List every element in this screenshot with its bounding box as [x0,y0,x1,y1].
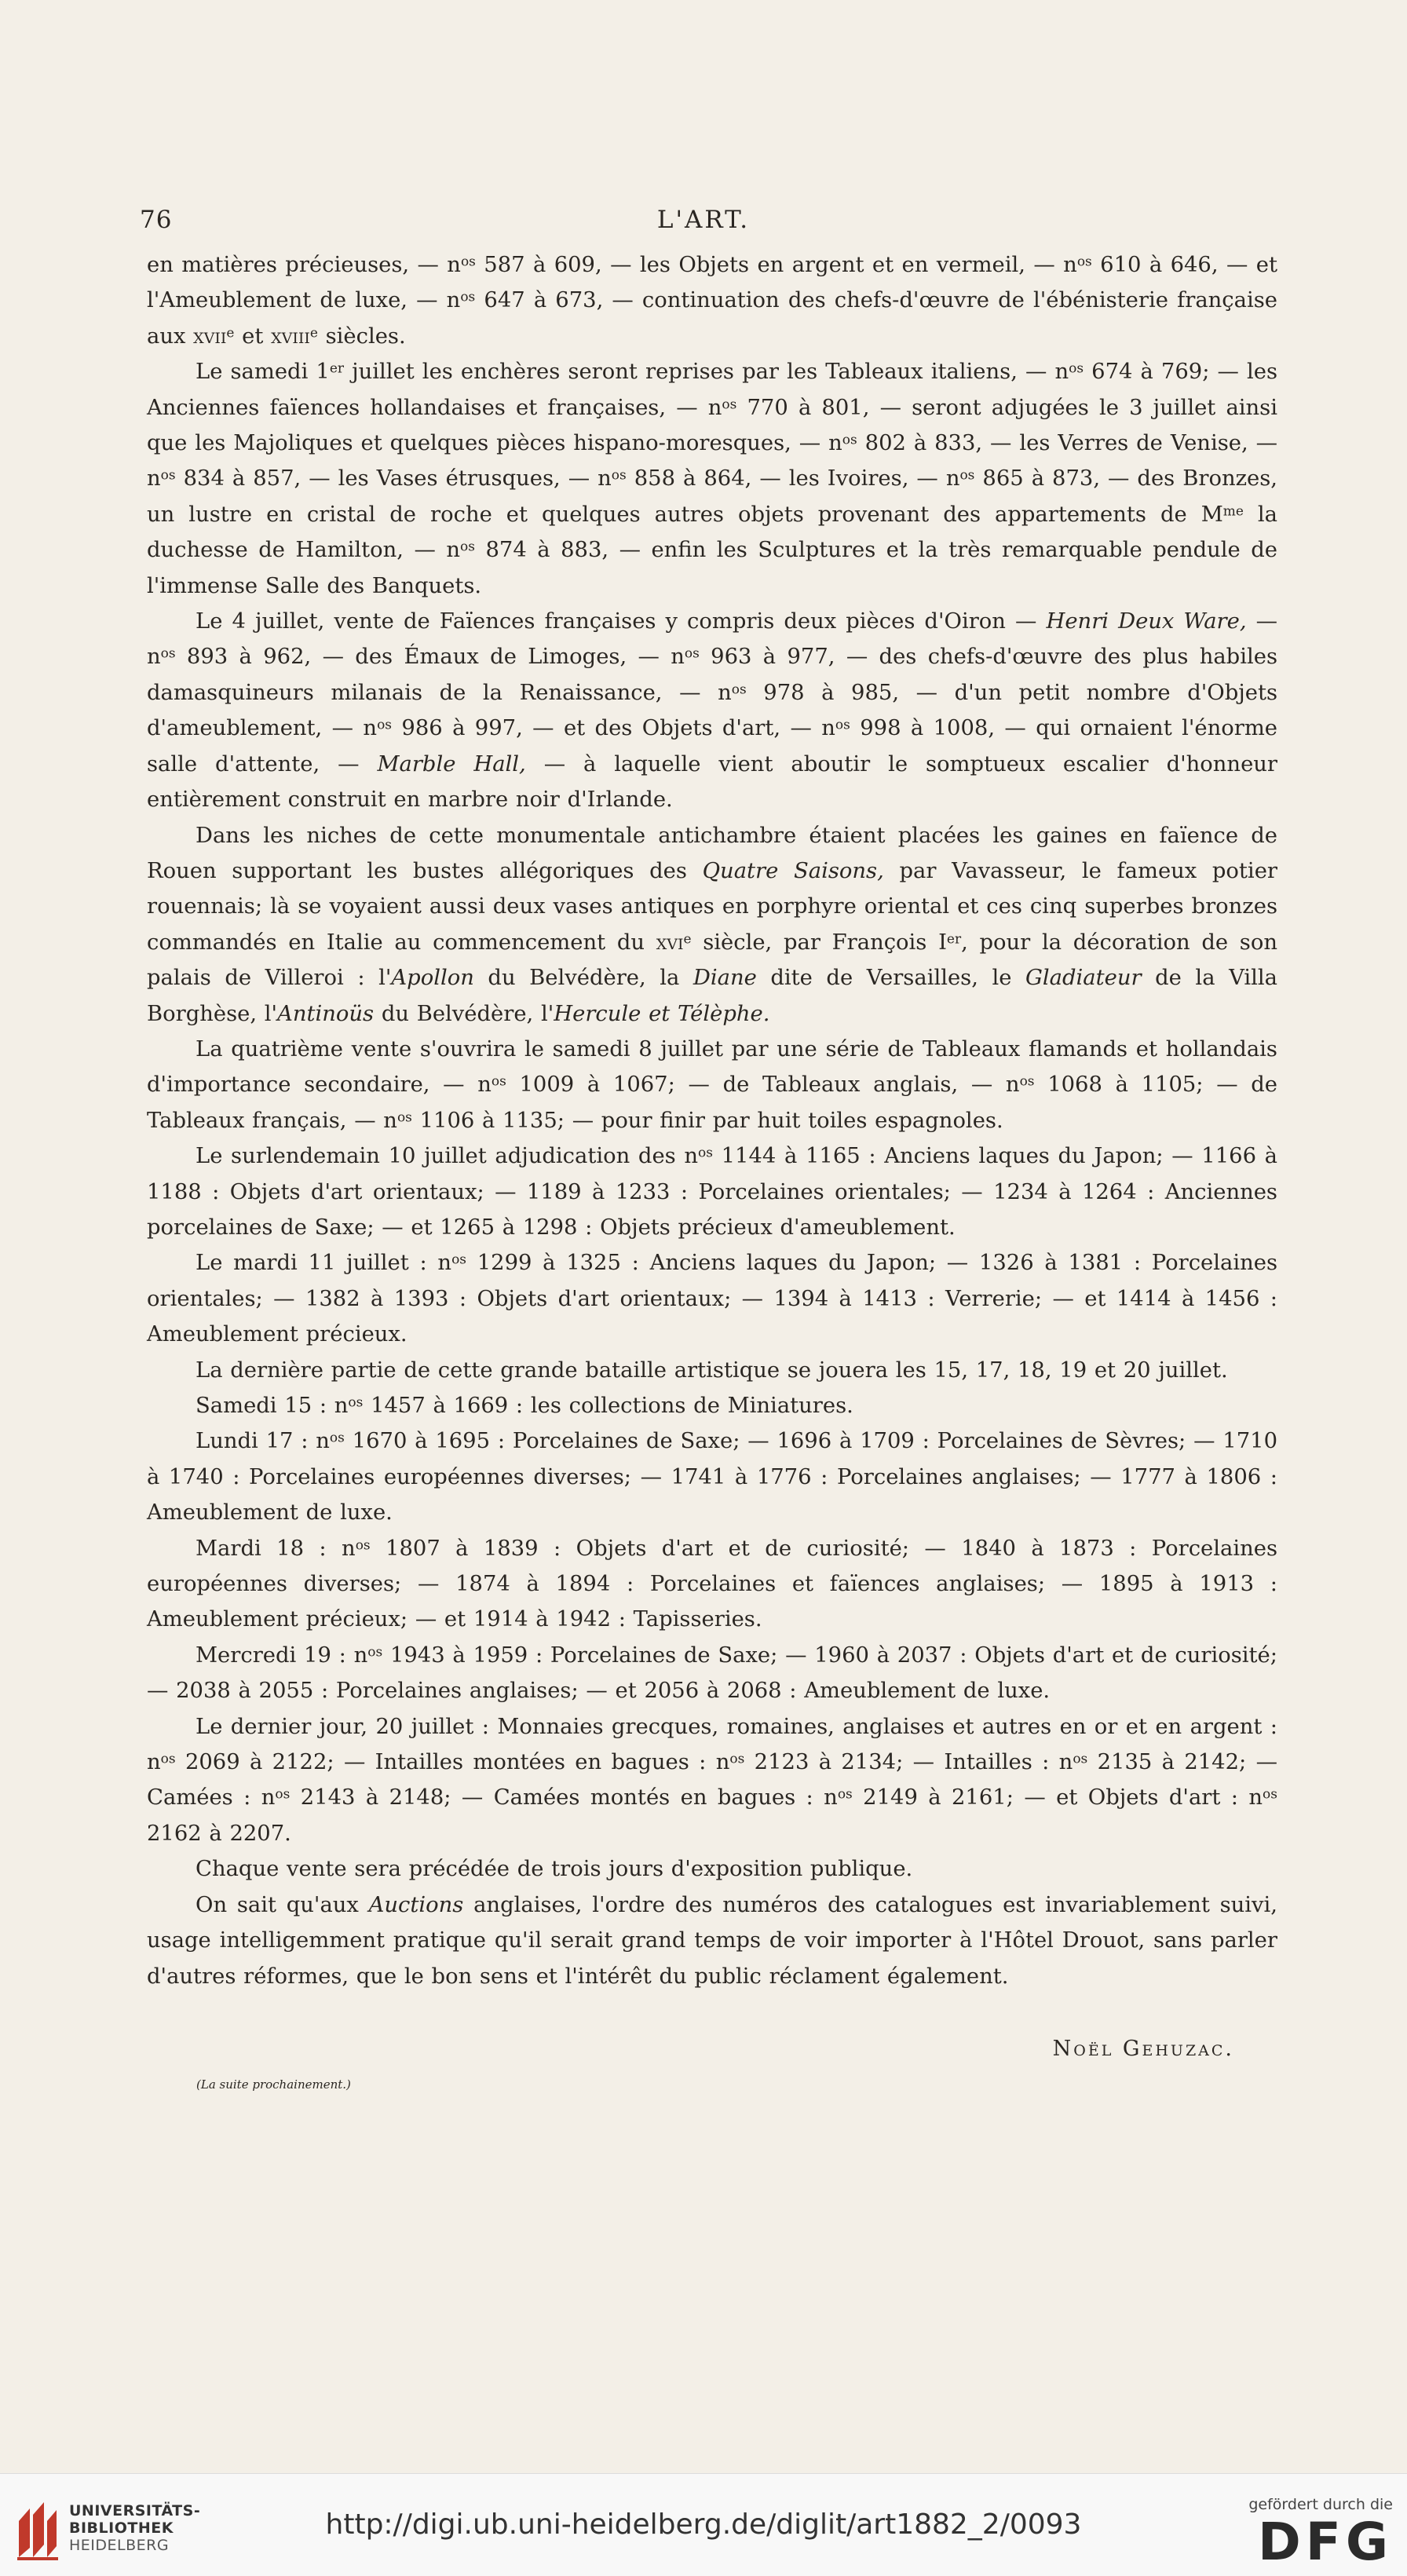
paragraph: Dans les niches de cette monumentale antichambre étaient placées les gaines en faïence de Rouen supportant les bustes allégoriques des Quatre Saisons, par Vavasseur, le fameux potier rouennais; là se voyaient aussi deux vases antiques en porphyre oriental et ces cinq superbes bronzes commandés en Italie au commencement du xvi$^e$ siècle, par François Ier, pour la décoration de son palais de Villeroi : l'Apollon du Belvédère, la Diane dite de Versailles, le Gladiateur de la Villa Borghèse, l'Antinoüs du Belvédère, l'Hercule et Télèphe. [147,823,1277,1026]
paragraph: Lundi 17 : $n^{os}$ 1670 à 1695 : Porcelaines de Saxe; — 1696 à 1709 : Porcelaines de Sèvres; — 1710 à 1740 : Porcelaines européennes diverses; — 1741 à 1776 : Porcelaines anglaises; — 1777 à 1806 : Ameublement de luxe. [147,1429,1277,1526]
library-name-line-1: UNIVERSITÄTS- [69,2502,201,2519]
paragraph: On sait qu'aux Auctions anglaises, l'ordre des numéros des catalogues est invariablement suivi, usage intelligemment pratique qu'il serait grand temps de voir importer à l'Hôtel Drouot, sans parler d'autres réformes, que le bon sens et l'intérêt du public réclament également. [147,1892,1277,1989]
paragraph: Le 4 juillet, vente de Faïences françaises y compris deux pièces d'Oiron — Henri Deux Ware, — $n^{os}$ 893 à 962, — des Émaux de Limoges, — $n^{os}$ 963 à 977, — des chefs-d'œuvre des plus habiles damasquineurs milanais de la Renaissance, — $n^{os}$ 978 à 985, — d'un petit nombre d'Objets d'ameublement, — $n^{os}$ 986 à 997, — et des Objets d'art, — $n^{os}$ 998 à 1008, — qui ornaient l'énorme salle d'attente, — Marble Hall, — à laquelle vient aboutir le somptueux escalier d'honneur entièrement construit en marbre noir d'Irlande. [147,609,1278,813]
viewer-footer [0,2473,1407,2576]
page-number: 76 [140,206,173,234]
permalink-url[interactable]: http://digi.ub.uni-heidelberg.de/diglit/art1882_2/0093 [325,2508,1082,2541]
paragraph: en matières précieuses, — $n^{os}$ 587 à 609, — les Objets en argent et en vermeil, — $n^{os}$ 610 à 646, — et l'Ameublement de luxe, — $n^{os}$ 647 à 673, — continuation des chefs-d'œuvre de l'ébénisterie française aux xvii$^e$ et xviii$^e$ siècles. [147,253,1277,349]
dfg-logo: DFG [1257,2512,1393,2572]
paragraph: Le mardi 11 juillet : $n^{os}$ 1299 à 1325 : Anciens laques du Japon; — 1326 à 1381 : Porcelaines orientales; — 1382 à 1393 : Objets d'art orientaux; — 1394 à 1413 : Verrerie; — et 1414 à 1456 : Ameublement précieux. [147,1251,1277,1347]
author-signature: Noël Gehuzac. [1052,2037,1234,2061]
continuation-note: (La suite prochainement.) [196,2077,351,2092]
paragraph: Mercredi 19 : $n^{os}$ 1943 à 1959 : Porcelaines de Saxe; — 1960 à 2037 : Objets d'art et de curiosité; — 2038 à 2055 : Porcelaines anglaises; — et 2056 à 2068 : Ameublement de luxe. [147,1642,1277,1704]
paragraph: Samedi 15 : $n^{os}$ 1457 à 1669 : les collections de Miniatures. [196,1394,853,1418]
paragraph: Le surlendemain 10 juillet adjudication des $n^{os}$ 1144 à 1165 : Anciens laques du Japon; — 1166 à 1188 : Objets d'art orientaux; — 1189 à 1233 : Porcelaines orientales; — 1234 à 1264 : Anciennes porcelaines de Saxe; — et 1265 à 1298 : Objets précieux d'ameublement. [147,1144,1277,1240]
paragraph: Le dernier jour, 20 juillet : Monnaies grecques, romaines, anglaises et autres en or et en argent : $n^{os}$ 2069 à 2122; — Intailles montées en bagues : $n^{os}$ 2123 à 2134; — Intailles : $n^{os}$ 2135 à 2142; — Camées : $n^{os}$ 2143 à 2148; — Camées montés en bagues : $n^{os}$ 2149 à 2161; — et Objets d'art : $n^{os}$ 2162 à 2207. [147,1714,1277,1846]
funding-label: gefördert durch die [1248,2496,1393,2513]
funder-block [1204,2496,1393,2572]
paragraph: Le samedi 1er juillet les enchères seront reprises par les Tableaux italiens, — $n^{os}$ 674 à 769; — les Anciennes faïences hollandaises et françaises, — $n^{os}$ 770 à 801, — seront adjugées le 3 juillet ainsi que les Majoliques et quelques pièces hispano-moresques, — $n^{os}$ 802 à 833, — les Verres de Venise, — $n^{os}$ 834 à 857, — les Vases étrusques, — $n^{os}$ 858 à 864, — les Ivoires, — $n^{os}$ 865 à 873, — des Bronzes, un lustre en cristal de roche et quelques autres objets provenant des appartements de $M^{me}$ la duchesse de Hamilton, — $n^{os}$ 874 à 883, — enfin les Sculptures et la très remarquable pendule de l'immense Salle des Banquets. [147,360,1278,598]
paragraph: Chaque vente sera précédée de trois jours d'exposition publique. [196,1857,913,1882]
paragraph: La quatrième vente s'ouvrira le samedi 8 juillet par une série de Tableaux flamands et hollandais d'importance secondaire, — $n^{os}$ 1009 à 1067; — de Tableaux anglais, — $n^{os}$ 1068 à 1105; — de Tableaux français, — $n^{os}$ 1106 à 1135; — pour finir par huit toiles espagnoles. [147,1036,1278,1133]
article-body [147,247,1277,1994]
paragraph: Mardi 18 : $n^{os}$ 1807 à 1839 : Objets d'art et de curiosité; — 1840 à 1873 : Porcelaines européennes diverses; — 1874 à 1894 : Porcelaines et faïences anglaises; — 1895 à 1913 : Ameublement précieux; — et 1914 à 1942 : Tapisseries. [147,1536,1278,1632]
library-name-line-3: HEIDELBERG [69,2537,170,2554]
library-name-line-2: BIBLIOTHEK [69,2519,174,2537]
paragraph: La dernière partie de cette grande bataille artistique se jouera les 15, 17, 18, 19 et 20 juillet. [196,1357,1228,1383]
journal-title: L'ART. [656,206,751,234]
